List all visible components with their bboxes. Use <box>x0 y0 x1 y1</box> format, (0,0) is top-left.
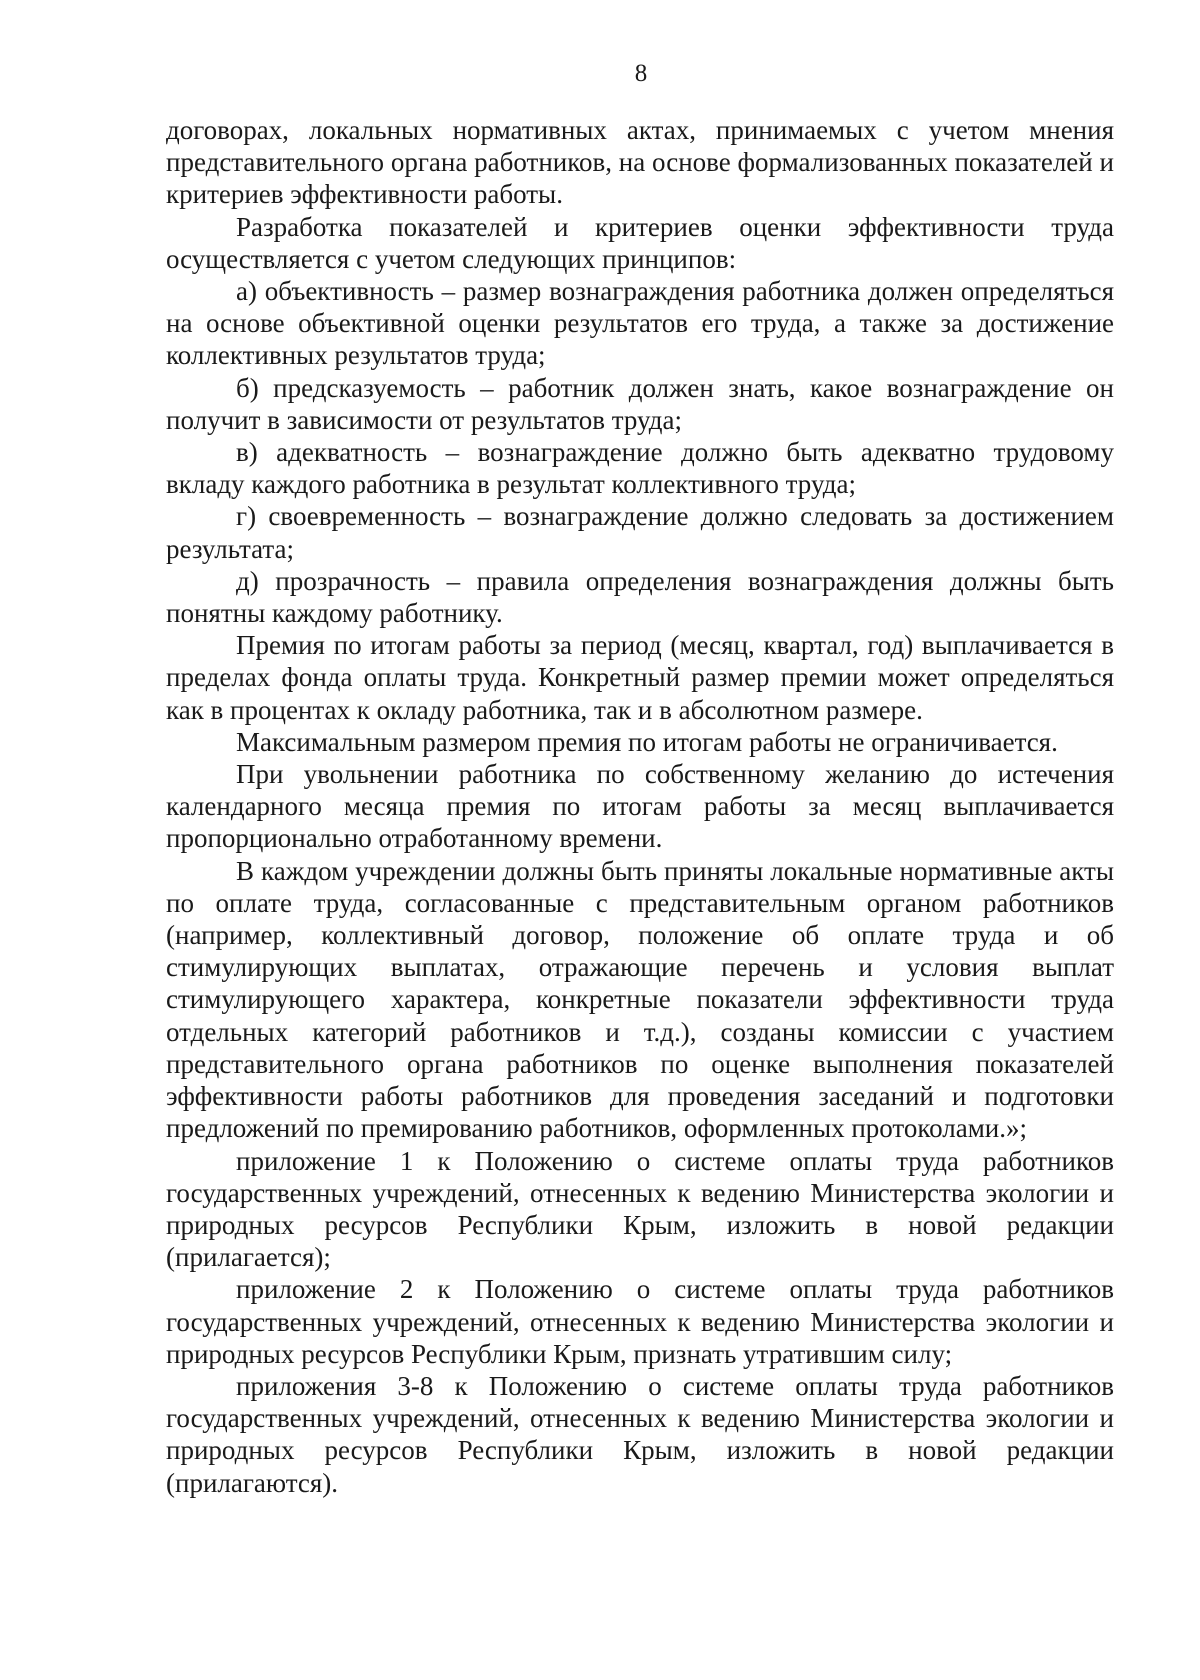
paragraph-appendix-2: приложение 2 к Положению о системе оплаты труда работников государственных учреждений, отнесенных к ведению Министерства экологии и природных ресурсов Республики Крым, признать утратившим силу; <box>166 1274 1114 1369</box>
paragraph-appendix-1: приложение 1 к Положению о системе оплаты труда работников государственных учреждений, отнесенных к ведению Министерства экологии и природных ресурсов Республики Крым, изложить в новой редакции (прилагается); <box>166 1145 1114 1273</box>
paragraph-principle-g: г) своевременность – вознаграждение должно следовать за достижением результата; <box>166 501 1114 564</box>
paragraph-principle-v: в) адекватность – вознаграждение должно быть адекватно трудовому вкладу каждого работника в результат коллективного труда; <box>166 437 1114 500</box>
paragraph-criteria-intro: Разработка показателей и критериев оценки эффективности труда осуществляется с учетом следующих принципов: <box>166 211 1114 274</box>
paragraph-bonus-max: Максимальным размером премия по итогам работы не ограничивается. <box>236 726 1058 757</box>
paragraph-principle-a: а) объективность – размер вознаграждения работника должен определяться на основе объективной оценки результатов его труда, а также за достижение коллективных результатов труда; <box>166 276 1114 371</box>
paragraph-appendix-3-8: приложения 3-8 к Положению о системе оплаты труда работников государственных учреждений, отнесенных к ведению Министерства экологии и природных ресурсов Республики Крым, изложить в новой редакции (прилагаются). <box>166 1370 1114 1498</box>
paragraph-bonus-period: Премия по итогам работы за период (месяц, квартал, год) выплачивается в пределах фонда оплаты труда. Конкретный размер премии может определяться как в процентах к окладу работника, так и в абсолютном размере. <box>166 630 1114 725</box>
paragraph-principle-d: д) прозрачность – правила определения вознаграждения должны быть понятны каждому работнику. <box>166 565 1114 629</box>
document-body <box>166 114 1114 1499</box>
paragraph-local-acts: В каждом учреждении должны быть приняты локальные нормативные акты по оплате труда, согласованные с представительным органом работников (например, коллективный договор, положение об оплате труда и об стимулирующих выплатах, отражающие перечень и условия выплат стимулирующего характера, конкретные показатели эффективности труда отдельных категорий работников и т.д.), созданы комиссии с участием представительного органа работников по оценке выполнения показателей эффективности работы работников для проведения заседаний и подготовки предложений по премированию работников, оформленных протоколами.»; <box>166 855 1114 1144</box>
paragraph-principle-b: б) предсказуемость – работник должен знать, какое вознаграждение он получит в зависимости от результатов труда; <box>166 372 1114 435</box>
paragraph-continuation: договорах, локальных нормативных актах, принимаемых с учетом мнения представительного органа работников, на основе формализованных показателей и критериев эффективности работы. <box>166 115 1114 210</box>
paragraph-dismissal: При увольнении работника по собственному желанию до истечения календарного месяца премия по итогам работы за месяц выплачивается пропорционально отработанному времени. <box>166 759 1114 854</box>
page-number: 8 <box>634 60 648 87</box>
